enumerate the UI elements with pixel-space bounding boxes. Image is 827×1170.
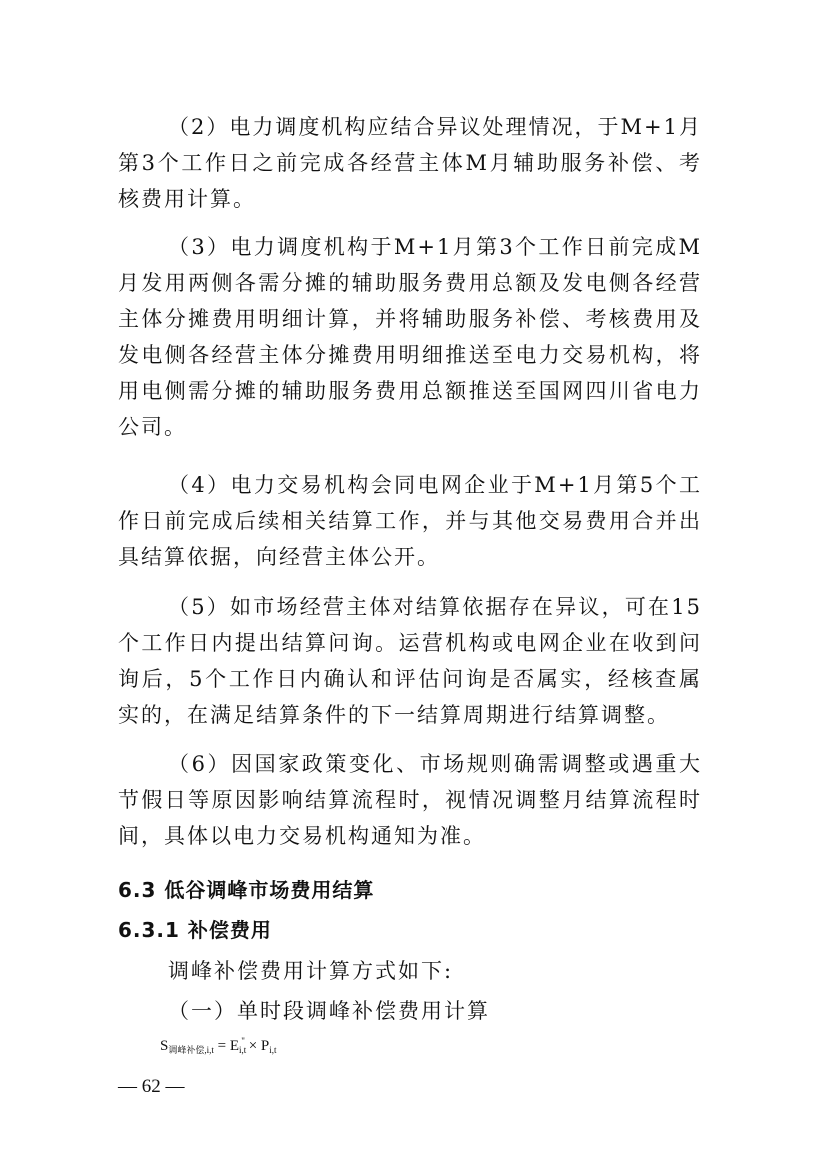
- formula-term2-symbol: P: [260, 1038, 270, 1054]
- subsection-heading: 6.3.1 补偿费用: [118, 918, 272, 942]
- paragraph-5: （5）如市场经营主体对结算依据存在异议，可在15个工作日内提出结算问询。运营机构或电网企业在收到问询后，5个工作日内确认和评估问询是否属实，经核查属实的，在满足结算条件的下一结算周期进行结算调整。: [118, 595, 702, 727]
- paragraph-3: （3）电力调度机构于M+1月第3个工作日前完成M月发用两侧各需分摊的辅助服务费用总额及发电侧各经营主体分摊费用明细计算，并将辅助服务补偿、考核费用及发电侧各经营主体分摊费用明细推送至电力交易机构，将用电侧需分摊的辅助服务费用总额推送至国网四川省电力公司。: [118, 235, 702, 439]
- formula-term1-subscript: i,t: [239, 1045, 247, 1055]
- item-line: （一）单时段调峰补偿费用计算: [168, 999, 490, 1023]
- formula-lhs-symbol: S: [160, 1038, 169, 1054]
- intro-line: 调峰补偿费用计算方式如下:: [168, 959, 454, 983]
- formula-term1-superscript: ": [241, 1036, 245, 1046]
- compensation-formula: [160, 1031, 277, 1060]
- formula-term1-symbol: E: [229, 1038, 239, 1054]
- formula-term2-subscript: i,t: [269, 1045, 277, 1055]
- page-number: — 62 —: [118, 1076, 185, 1097]
- formula-equals: =: [217, 1038, 227, 1054]
- formula-operator: ×: [248, 1038, 258, 1054]
- section-heading: 6.3 低谷调峰市场费用结算: [118, 878, 375, 902]
- formula-lhs-subscript: 调峰补偿,i,t: [168, 1045, 214, 1055]
- paragraph-6: （6）因国家政策变化、市场规则确需调整或遇重大节假日等原因影响结算流程时，视情况调整月结算流程时间，具体以电力交易机构通知为准。: [118, 752, 702, 848]
- paragraph-4: （4）电力交易机构会同电网企业于M+1月第5个工作日前完成后续相关结算工作，并与其他交易费用合并出具结算依据，向经营主体公开。: [118, 473, 702, 569]
- paragraph-2: （2）电力调度机构应结合异议处理情况，于M+1月第3个工作日之前完成各经营主体M月辅助服务补偿、考核费用计算。: [118, 115, 702, 211]
